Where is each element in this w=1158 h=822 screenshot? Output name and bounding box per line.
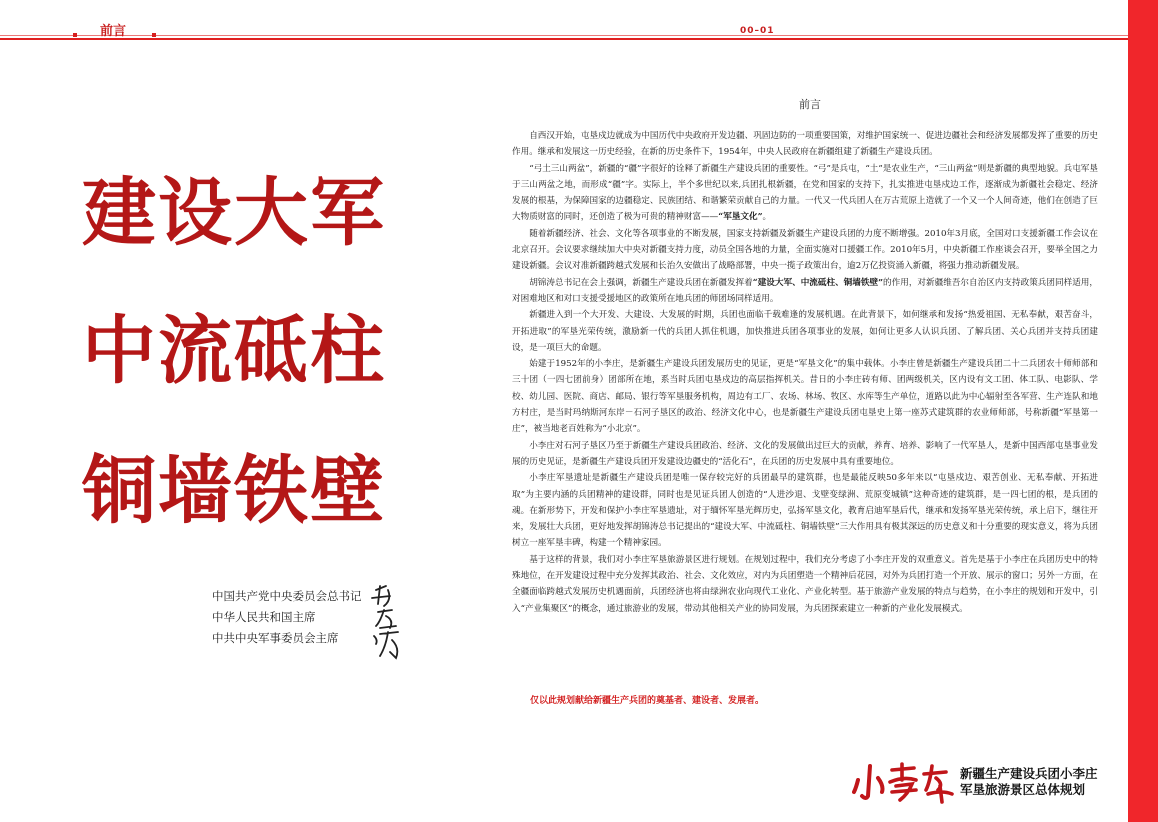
article-body [512, 128, 1098, 617]
article-paragraph [512, 128, 1098, 161]
article-text: 随着新疆经济、社会、文化等各项事业的不断发展，国家支持新疆及新疆生产建设兵团的力度不断增强。2010年3月底，全国对口支援新疆工作会议在北京召开。会议要求继续加大中央对新疆支持力度，动员全国各地的力量，全面实施对口援疆工作。2010年5月，中央新疆工作座谈会召开，要举全国之力建设新疆。会议对准新疆跨越式发展和长治久安做出了战略部署，中央一揽子政策出台，逾2万亿投资涌入新疆，将强力推动新疆发展。 [512, 228, 1098, 272]
dedication-text: 仅以此规划献给新疆生产兵团的奠基者、建设者、发展者。 [530, 696, 765, 706]
article-paragraph [512, 307, 1098, 356]
article-emphasis: “建设大军、中流砥柱、铜墙铁壁” [752, 277, 884, 288]
slogan-line-3: 铜墙铁壁 [82, 448, 386, 534]
article-paragraph [512, 438, 1098, 471]
article-text: 自西汉开始，屯垦戍边就成为中国历代中央政府开发边疆、巩固边防的一项重要国策，对维护国家统一、促进边疆社会和经济发展都发挥了重要的历史作用。继承和发展这一历史经验，在新的历史条件下，1954年，中央人民政府在新疆组建了新疆生产建设兵团。 [512, 131, 1098, 158]
calligraphy-logo [852, 760, 956, 804]
article-paragraph [512, 552, 1098, 617]
article-emphasis: “军垦文化” [718, 212, 763, 223]
signature-title-line: 中共中央军事委员会主席 [212, 631, 339, 645]
brand-title-line-1: 新疆生产建设兵团小李庄 [960, 766, 1098, 781]
article-paragraph [512, 226, 1098, 275]
article-paragraph [512, 356, 1098, 437]
article-text: 基于这样的背景，我们对小李庄军垦旅游景区进行规划。在规划过程中，我们充分考虑了小李庄开发的双重意义。首先是基于小李庄在兵团历史中的特殊地位，在开发建设过程中充分发挥其政治、社会、文化效应，对内为兵团塑造一个精神后花园，对外为兵团打造一个开放、展示的窗口；另外一方面，在全疆面临跨越式发展历史机遇面前，兵团经济也将由绿洲农业向现代工业化、产业化转型。基于旅游产业发展的特点与趋势，在小李庄的规划和开发中，引入“产业集聚区”的概念，通过旅游业的发展，带动其他相关产业的协同发展，为兵团探索建立一种新的产业化发展模式。 [512, 554, 1098, 614]
brand-title-line-2: 军垦旅游景区总体规划 [960, 782, 1086, 797]
header-page-number: 00–01 [740, 26, 775, 36]
article-text: 小李庄军垦遗址是新疆生产建设兵团是唯一保存较完好的兵团最早的建筑群，也是最能反映50多年来以“屯垦戍边、艰苦创业、无私奉献、开拓进取”为主要内涵的兵团精神的建设群，同时也是见证兵团人创造的“人进沙退、戈壁变绿洲、荒原变城镇”这种奇迹的建筑群，是一四七团的根，是兵团的魂。在新形势下，开发和保护小李庄军垦遗址，对于缅怀军垦光辉历史，弘扬军垦文化，教育启迪军垦后代，继承和发扬军垦光荣传统，承上启下，继往开来，发展壮大兵团，更好地发挥胡锦涛总书记提出的“建设大军、中流砥柱、铜墙铁壁”三大作用具有极其深远的历史意义和十分重要的现实意义，将为兵团树立一座军垦丰碑，构建一个精神家园。 [512, 473, 1098, 549]
slogan-line-1: 建设大军 [82, 170, 386, 256]
slogan-line-2: 中流砥柱 [82, 308, 386, 394]
right-edge-band [1128, 0, 1158, 822]
article-text: 始建于1952年的小李庄，是新疆生产建设兵团发展历史的见证，更是“军垦文化”的集中载体。小李庄曾是新疆生产建设兵团二十二兵团农十师师部和三十团（一四七团前身）团部所在地，系当时兵团屯垦戍边的高层指挥机关。昔日的小李庄砖有师、团两级机关，区内设有文工团、体工队、电影队、学校、幼儿园、医院、商店、邮局、银行等军垦服务机构，周边有工厂、农场、林场、牧区、水库等生产单位，道路以此为中心辐射至各军营、生产连队和地方村庄，是当时玛纳斯河东岸－石河子垦区的政治、经济文化中心，也是新疆生产建设兵团屯垦史上第一座苏式建筑群的农业师师部，号称新疆“军垦第一庄”，被当地老百姓称为“小北京”。 [512, 359, 1098, 435]
handwritten-signature [368, 582, 408, 662]
brand-title [960, 766, 1120, 798]
article-text: “弓土三山两盆”，新疆的“疆”字很好的诠释了新疆生产建设兵团的重要性。“弓”是兵屯，“土”是农业生产，“三山两盆”则是新疆的典型地貌。兵屯军垦于三山两盆之地，而形成“疆”字。实际上，半个多世纪以来,兵团扎根新疆，在党和国家的支持下，扎实推进屯垦戍边工作，逐渐成为新疆社会稳定、经济发展的根基，为保障国家的边疆稳定、民族团结、和谐繁荣贡献自己的力量。一代又一代兵团人在万古荒原上造就了一个又一个人间奇迹，他们在创造了巨大物质财富的同时，还创造了极为可贵的精神财富—— [512, 163, 1098, 223]
article-paragraph [512, 161, 1098, 226]
signature-title-line: 中国共产党中央委员会总书记 [212, 589, 362, 603]
article-text: 。 [762, 212, 772, 223]
article-text: 胡锦涛总书记在会上强调，新疆生产建设兵团在新疆发挥着 [529, 277, 753, 288]
article-text: 小李庄对石河子垦区乃至于新疆生产建设兵团政治、经济、文化的发展做出过巨大的贡献，养育、培养、影响了一代军垦人，是新中国西部屯垦事业发展的历史见证，是新疆生产建设兵团开发建设边疆史的“活化石”，在兵团的历史发展中具有重要地位。 [512, 440, 1098, 467]
header-rule-thin [0, 35, 1128, 36]
header-rule [0, 38, 1128, 40]
header-title: 前言 [100, 24, 127, 39]
article-title: 前言 [799, 98, 821, 111]
article-text: 的作用，对新疆维吾尔自治区内支持政策兵团同样适用，对困难地区和对口支援受援地区的政策所在地兵团的师团场同样适用。 [512, 277, 1098, 304]
article-text: 新疆进入到一个大开发、大建设、大发展的时期，兵团也面临千载难逢的发展机遇。在此背景下，如何继承和发扬“热爱祖国、无私奉献，艰苦奋斗，开拓进取”的军垦光荣传统，激励新一代的兵团人抓住机遇，加快推进兵团各项事业的发展，如何让更多人认识兵团、了解兵团、关心兵团并支持兵团建设，是一项巨大的命题。 [512, 310, 1098, 353]
signature-title-line: 中华人民共和国主席 [212, 610, 316, 624]
header-marker-left [73, 33, 77, 37]
signature-titles [212, 586, 372, 649]
article-paragraph [512, 470, 1098, 551]
article-paragraph [512, 275, 1098, 308]
header-marker-right [152, 33, 156, 37]
